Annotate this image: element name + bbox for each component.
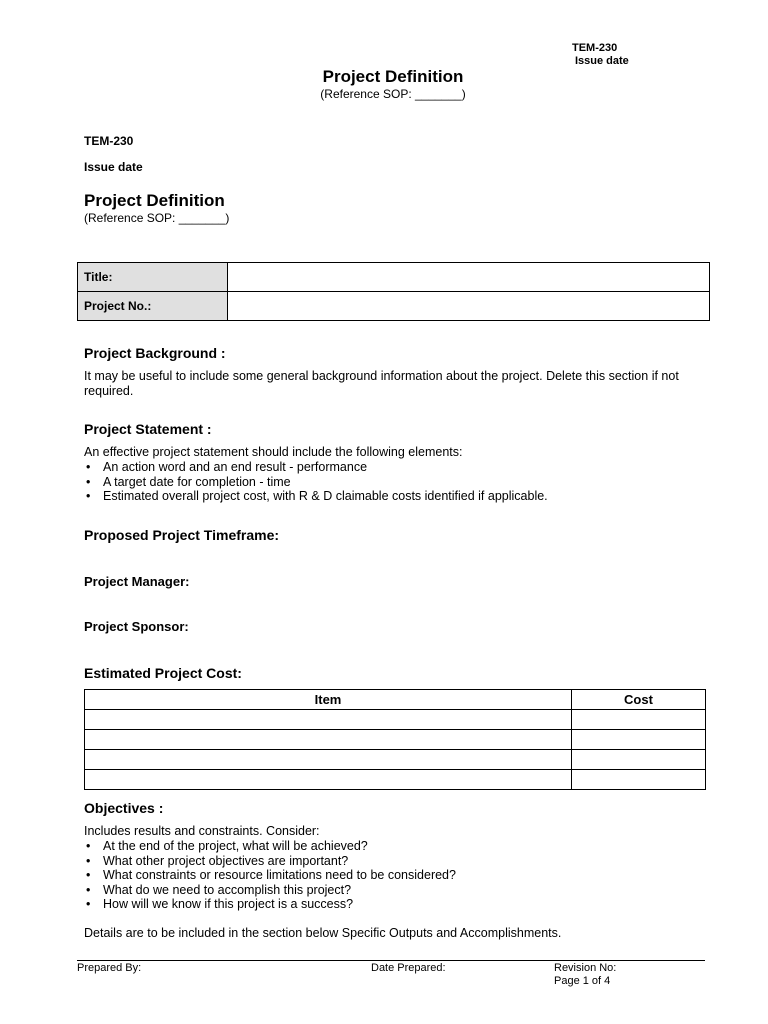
sponsor-heading: Project Sponsor:: [84, 619, 189, 634]
item-column-header: Item: [85, 690, 572, 710]
page-title: Project Definition: [84, 191, 225, 210]
list-item: • How will we know if this project is a success?: [84, 897, 456, 912]
objectives-heading: Objectives :: [84, 800, 164, 816]
statement-intro: An effective project statement should include the following elements:: [84, 445, 463, 459]
project-info-table: [77, 262, 710, 321]
manager-heading: Project Manager:: [84, 574, 190, 589]
footer-date-prepared: Date Prepared:: [371, 962, 446, 974]
title-field[interactable]: [228, 263, 710, 292]
table-row: [78, 263, 710, 292]
header-title: Project Definition: [322, 67, 464, 86]
reference-sop: (Reference SOP: _______): [84, 211, 230, 225]
doc-code: TEM-230: [84, 134, 134, 148]
table-row: [85, 730, 706, 750]
project-no-label: Project No.:: [78, 292, 228, 321]
list-item: • At the end of the project, what will be achieved?: [84, 839, 456, 854]
table-row: [78, 292, 710, 321]
table-row: [85, 710, 706, 730]
statement-heading: Project Statement :: [84, 421, 212, 437]
item-cell[interactable]: [85, 710, 572, 730]
header-doc-code: TEM-230: [572, 42, 618, 54]
item-cell[interactable]: [85, 750, 572, 770]
list-item: • An action word and an end result - performance: [84, 460, 548, 475]
item-cell[interactable]: [85, 770, 572, 790]
list-item: • What other project objectives are important?: [84, 854, 456, 869]
background-text: It may be useful to include some general background information about the project. Delete this section if not required.: [84, 369, 679, 398]
background-heading: Project Background :: [84, 345, 226, 361]
table-row: [85, 750, 706, 770]
cost-cell[interactable]: [572, 730, 706, 750]
table-row: [85, 770, 706, 790]
footer-page-number: Page 1 of 4: [554, 975, 611, 987]
cost-heading: Estimated Project Cost:: [84, 665, 242, 681]
footer-prepared-by: Prepared By:: [77, 962, 142, 974]
title-label: Title:: [78, 263, 228, 292]
header-reference: (Reference SOP: _______): [320, 87, 466, 101]
footer-divider: [77, 960, 705, 961]
header-issue-date: Issue date: [575, 55, 629, 67]
issue-date: Issue date: [84, 160, 143, 174]
table-header-row: [85, 690, 706, 710]
footer-revision: Revision No:: [554, 962, 617, 974]
list-item: • Estimated overall project cost, with R & D claimable costs identified if applicable.: [84, 489, 548, 504]
cost-column-header: Cost: [572, 690, 706, 710]
objectives-intro: Includes results and constraints. Consider:: [84, 824, 320, 838]
objectives-details: Details are to be included in the section below Specific Outputs and Accomplishments.: [84, 926, 562, 940]
project-no-field[interactable]: [228, 292, 710, 321]
timeframe-heading: Proposed Project Timeframe:: [84, 527, 280, 543]
list-item: • A target date for completion - time: [84, 475, 548, 490]
list-item: • What do we need to accomplish this project?: [84, 883, 456, 898]
statement-list: [84, 460, 548, 504]
cost-cell[interactable]: [572, 770, 706, 790]
item-cell[interactable]: [85, 730, 572, 750]
cost-cell[interactable]: [572, 710, 706, 730]
cost-table: [84, 689, 706, 790]
cost-cell[interactable]: [572, 750, 706, 770]
objectives-list: [84, 839, 456, 912]
list-item: • What constraints or resource limitations need to be considered?: [84, 868, 456, 883]
